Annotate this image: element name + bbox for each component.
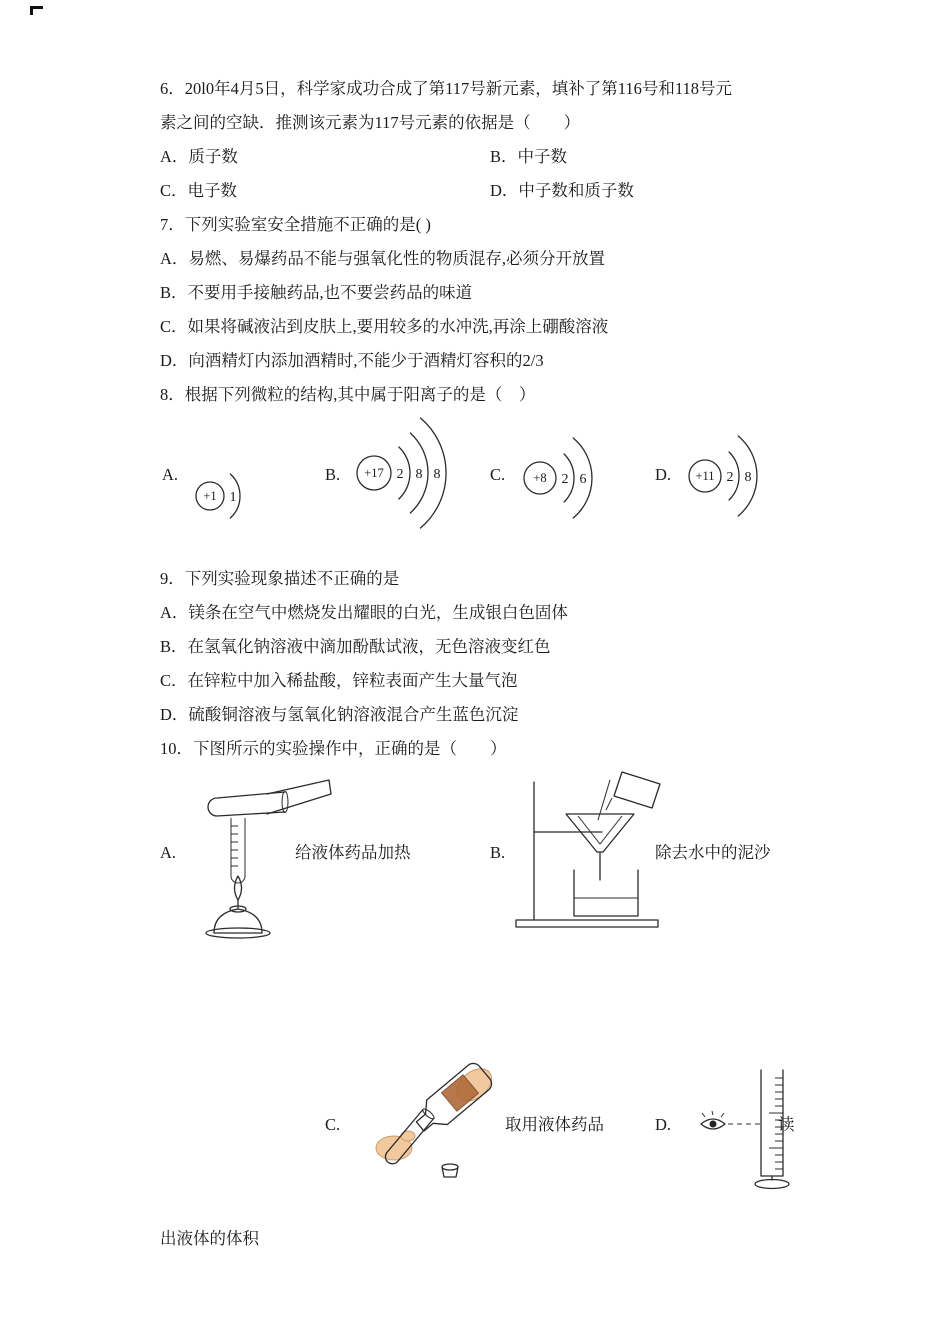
nucleus-charge: +8 xyxy=(533,471,547,485)
q10-caption-b: 除去水中的泥沙 xyxy=(655,843,771,862)
q6-option-d: D．中子数和质子数 xyxy=(490,181,634,200)
question-7 xyxy=(160,208,812,378)
q6-option-a: A．质子数 xyxy=(160,147,238,166)
q10-row-ab xyxy=(160,766,812,934)
filter-paper xyxy=(578,816,622,844)
q10-caption-a: 给液体药品加热 xyxy=(295,843,411,862)
q10-caption-d-tail: 出液体的体积 xyxy=(160,1229,259,1248)
stand-base xyxy=(516,920,658,927)
shell-count: 2 xyxy=(561,472,569,487)
nucleus-charge: +11 xyxy=(695,469,715,483)
question-10 xyxy=(160,732,812,1256)
q7-option-c: C．如果将碱液沾到皮肤上,要用较多的水冲洗,再涂上硼酸溶液 xyxy=(160,317,609,336)
q10-caption-c: 取用液体药品 xyxy=(505,1115,604,1134)
q10-caption-d: 读 xyxy=(778,1115,795,1134)
q9-option-a: A．镁条在空气中燃烧发出耀眼的白光，生成银白色固体 xyxy=(160,603,568,622)
shell-count: 6 xyxy=(579,472,587,487)
q10-stem: 10．下图所示的实验操作中，正确的是（ ） xyxy=(160,739,507,758)
pour-stream xyxy=(606,798,612,810)
apparatus-graduated-cylinder-reading xyxy=(695,1064,815,1194)
atom-diagram-b xyxy=(350,407,472,539)
question-8 xyxy=(160,378,812,562)
q9-option-b: B．在氢氧化钠溶液中滴加酚酞试液，无色溶液变红色 xyxy=(160,637,551,656)
q7-option-b: B．不要用手接触药品,也不要尝药品的味道 xyxy=(160,283,473,302)
test-tube-mouth xyxy=(421,1107,435,1120)
q8-diagram-row xyxy=(160,412,812,562)
q6-option-c: C．电子数 xyxy=(160,181,238,200)
question-9 xyxy=(160,562,812,732)
q8-label-c: C. xyxy=(490,465,506,484)
q10-row-cd xyxy=(160,1046,812,1196)
q9-option-c: C．在锌粒中加入稀盐酸，锌粒表面产生大量气泡 xyxy=(160,671,518,690)
flame xyxy=(235,876,242,900)
q8-stem: 8．根据下列微粒的结构,其中属于阳离子的是（ ） xyxy=(160,385,536,404)
q9-option-d: D．硫酸铜溶液与氢氧化钠溶液混合产生蓝色沉淀 xyxy=(160,705,519,724)
question-6 xyxy=(160,72,812,208)
shell-count: 1 xyxy=(229,490,237,505)
q6-stem-line1: 6．20l0年4月5日，科学家成功合成了第117号新元素，填补了第116号和118号元 xyxy=(160,79,732,98)
atom-diagram-a xyxy=(192,460,254,532)
eye-pupil xyxy=(710,1121,717,1128)
apparatus-pouring-liquid xyxy=(352,1051,527,1186)
nucleus-charge: +1 xyxy=(203,489,217,503)
q6-options-row1 xyxy=(160,140,812,174)
funnel xyxy=(566,814,634,852)
q6-stem-line2: 素之间的空缺．推测该元素为117号元素的依据是（ ） xyxy=(160,113,581,132)
test-tube-holder xyxy=(267,780,331,814)
receiving-beaker xyxy=(574,870,638,916)
q8-label-d: D. xyxy=(655,465,672,484)
graduation-ticks xyxy=(231,826,238,866)
cylinder-base xyxy=(755,1180,789,1189)
q10-label-b: B. xyxy=(490,843,506,862)
scan-artifact xyxy=(30,6,43,15)
q10-label-d: D. xyxy=(655,1115,672,1134)
q8-label-a: A. xyxy=(162,465,179,484)
apparatus-filtration xyxy=(512,766,677,931)
q10-label-c: C. xyxy=(325,1115,341,1134)
atom-diagram-d xyxy=(683,415,785,537)
bottle-stopper-top xyxy=(442,1164,458,1170)
q7-option-a: A．易燃、易爆药品不能与强氧化性的物质混存,必须分开放置 xyxy=(160,249,606,268)
pouring-beaker xyxy=(614,772,660,808)
shell-count: 2 xyxy=(726,470,734,485)
shell-count: 2 xyxy=(396,467,404,482)
eye-lashes xyxy=(702,1111,724,1117)
q7-option-d: D．向酒精灯内添加酒精时,不能少于酒精灯容积的2/3 xyxy=(160,351,544,370)
q7-stem: 7．下列实验室安全措施不正确的是( ) xyxy=(160,215,431,234)
atom-diagram-c xyxy=(518,417,620,539)
nucleus-charge: +17 xyxy=(364,466,384,480)
q8-label-b: B. xyxy=(325,465,341,484)
q10-label-a: A. xyxy=(160,843,177,862)
shell-count: 8 xyxy=(433,467,441,482)
q6-options-row2 xyxy=(160,174,812,208)
shell-count: 8 xyxy=(415,467,423,482)
exam-content xyxy=(160,72,812,1256)
q9-stem: 9．下列实验现象描述不正确的是 xyxy=(160,569,400,588)
shell-count: 8 xyxy=(744,470,752,485)
q6-option-b: B．中子数 xyxy=(490,147,568,166)
